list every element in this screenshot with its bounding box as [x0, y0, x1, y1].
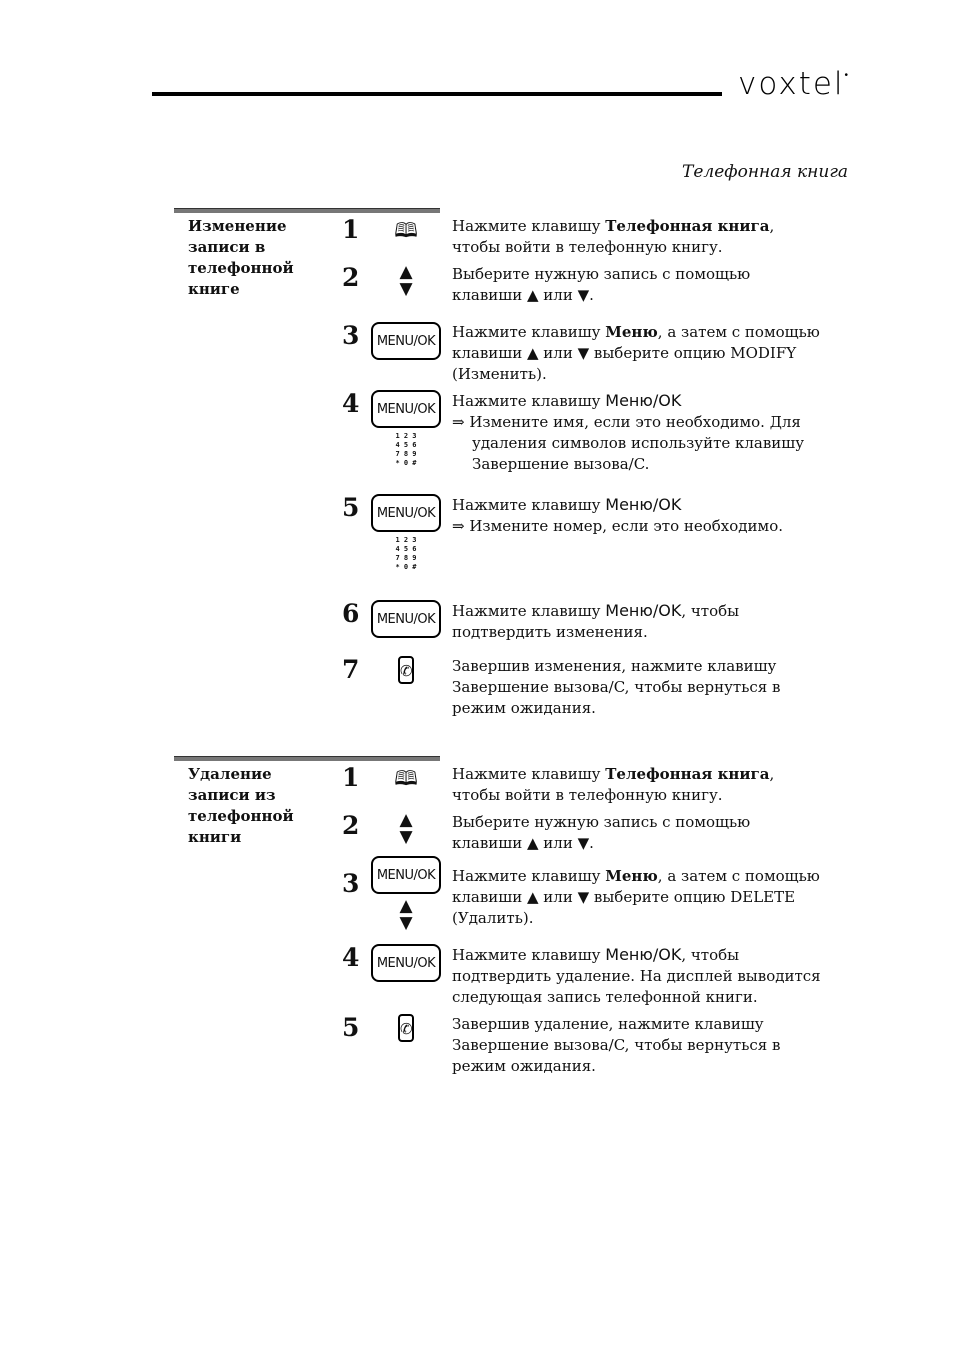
step-number: 3 [342, 869, 360, 898]
up-down-arrows-icon: ▲ ▼ [399, 262, 413, 299]
menu-ok-key-icon: MENU/OK [371, 494, 441, 532]
step-number: 5 [342, 1013, 360, 1042]
menu-ok-key-icon: MENU/OK [371, 600, 441, 638]
menu-ok-key-icon: MENU/OK [371, 322, 441, 360]
keypad-icon: 1 2 3 4 5 6 7 8 9 * 0 # [395, 536, 417, 571]
phonebook-icon: 🕮 [394, 218, 418, 242]
step-number: 5 [342, 493, 360, 522]
up-down-arrows-icon: ▲ ▼ [399, 896, 413, 933]
end-call-key-icon: ✆ [398, 656, 414, 684]
step-number: 6 [342, 599, 360, 628]
up-down-arrows-icon: ▲ ▼ [399, 810, 413, 847]
header-rule [152, 92, 722, 96]
menu-ok-key-icon: MENU/OK [371, 856, 441, 894]
section-title: Удаление записи из телефонной книги [188, 765, 294, 846]
step-number: 7 [342, 655, 360, 684]
step-number: 3 [342, 321, 360, 350]
menu-ok-key-icon: MENU/OK [371, 944, 441, 982]
section-rule [174, 208, 440, 213]
brand-logo: voxtel• [738, 66, 851, 102]
step-number: 1 [342, 763, 360, 792]
section-rule [174, 756, 440, 761]
menu-ok-key-icon: MENU/OK [371, 390, 441, 428]
step-number: 4 [342, 389, 360, 418]
phonebook-icon: 🕮 [394, 766, 418, 790]
running-title: Телефонная книга [682, 162, 849, 182]
step-number: 2 [342, 263, 360, 292]
step-number: 4 [342, 943, 360, 972]
step-number: 1 [342, 215, 360, 244]
section-title: Изменение записи в телефонной книге [188, 217, 294, 298]
end-call-key-icon: ✆ [398, 1014, 414, 1042]
keypad-icon: 1 2 3 4 5 6 7 8 9 * 0 # [395, 432, 417, 467]
step-number: 2 [342, 811, 360, 840]
